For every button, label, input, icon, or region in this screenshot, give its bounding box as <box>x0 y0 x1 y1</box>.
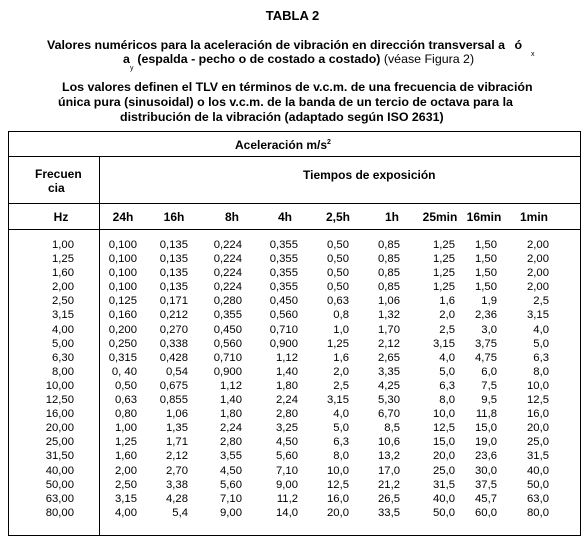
table-cell: 5,0 <box>439 365 455 378</box>
table-cell: 0,200 <box>108 323 137 336</box>
table-cell: 4,25 <box>378 379 400 392</box>
table-cell: 0,8 <box>333 309 349 322</box>
table-cell: 21,2 <box>378 478 400 491</box>
table-cell: 0,224 <box>213 281 242 294</box>
table-cell: 4,0 <box>439 351 455 364</box>
table-cell: 16,0 <box>527 408 549 421</box>
table-cell: 4,28 <box>166 492 188 505</box>
table-cell: 3,15 <box>115 492 137 505</box>
table-cell: 4,50 <box>276 436 298 449</box>
table-cell: 0,212 <box>159 309 188 322</box>
table-cell: 0,135 <box>159 253 188 266</box>
table-cell: 10,0 <box>433 408 455 421</box>
column-header-4h: 4h <box>277 210 292 224</box>
table-cell: 10,0 <box>527 379 549 392</box>
table-cell: 6,0 <box>481 365 497 378</box>
table-cell: 20,0 <box>527 422 549 435</box>
table-cell: 15,0 <box>433 436 455 449</box>
table-cell: 2,00 <box>527 239 549 251</box>
column-values-16min <box>437 238 497 520</box>
table-cell: 19,0 <box>475 436 497 449</box>
table-cell: 3,15 <box>327 394 349 407</box>
table-cell: 2,24 <box>276 394 298 407</box>
table-divider <box>9 156 580 157</box>
table-cell: 0,315 <box>108 351 137 364</box>
frequency-header-line-1: Frecuen <box>35 167 82 181</box>
table-cell: 1,25 <box>433 267 455 280</box>
table-cell: 31,5 <box>527 450 549 463</box>
table-cell: 0,355 <box>269 253 298 266</box>
subtitle-line-1-tail: ó <box>514 38 523 52</box>
column-values-8h <box>182 238 242 520</box>
table-cell: 2,65 <box>378 351 400 364</box>
table-cell: 40,0 <box>433 492 455 505</box>
table-cell: 25,00 <box>45 436 74 449</box>
table-cell: 3,55 <box>220 450 242 463</box>
table-cell: 0,50 <box>327 253 349 266</box>
table-cell: 26,5 <box>378 492 400 505</box>
table-cell: 0,100 <box>108 253 137 266</box>
table-cell: 16,0 <box>327 492 349 505</box>
table-cell: 1,80 <box>220 408 242 421</box>
table-cell: 0,50 <box>327 267 349 280</box>
column-header-24h: 24h <box>112 210 134 224</box>
table-cell: 1,71 <box>166 436 188 449</box>
table-cell: 63,0 <box>527 492 549 505</box>
table-cell: 0,270 <box>159 323 188 336</box>
table-cell: 9,00 <box>276 478 298 491</box>
description-line-3: distribución de la vibración (adaptado según ISO 2631) <box>120 110 444 124</box>
table-cell: 0,85 <box>378 239 400 251</box>
table-cell: 0,171 <box>159 295 188 308</box>
table-cell: 12,5 <box>327 478 349 491</box>
table-cell: 1,32 <box>378 309 400 322</box>
table-divider <box>9 203 580 204</box>
table-cell: 5,30 <box>378 394 400 407</box>
frequency-header-line-2: cia <box>48 181 65 195</box>
table-cell: 80,0 <box>527 506 549 519</box>
table-cell: 7,5 <box>481 379 497 392</box>
table-cell: 0,100 <box>108 281 137 294</box>
acceleration-header-text: Aceleración m/s <box>235 138 328 152</box>
table-cell: 3,75 <box>475 337 497 350</box>
table-cell: 31,5 <box>433 478 455 491</box>
table-cell: 1,40 <box>276 365 298 378</box>
table-cell: 2,70 <box>166 464 188 477</box>
table-cell: 6,30 <box>52 351 74 364</box>
table-cell: 2,12 <box>378 337 400 350</box>
table-cell: 0,355 <box>269 239 298 251</box>
table-cell: 3,0 <box>481 323 497 336</box>
table-cell: 40,0 <box>527 464 549 477</box>
table-cell: 4,00 <box>52 323 74 336</box>
table-cell: 0,85 <box>378 281 400 294</box>
table-cell: 0,560 <box>213 337 242 350</box>
table-cell: 1,12 <box>220 379 242 392</box>
table-cell: 1,80 <box>276 379 298 392</box>
table-cell: 0,135 <box>159 267 188 280</box>
table-cell: 2,50 <box>115 478 137 491</box>
column-header-2-5h: 2,5h <box>325 210 350 224</box>
table-cell: 1,60 <box>52 267 74 280</box>
table-cell: 5,00 <box>52 337 74 350</box>
table-cell: 23,6 <box>475 450 497 463</box>
table-cell: 1,12 <box>276 351 298 364</box>
table-cell: 1,06 <box>166 408 188 421</box>
table-cell: 1,6 <box>439 295 455 308</box>
table-cell: 3,15 <box>433 337 455 350</box>
table-cell: 2,36 <box>475 309 497 322</box>
table-cell: 2,00 <box>115 464 137 477</box>
table-cell: 1,50 <box>475 239 497 251</box>
column-header-25min: 25min <box>422 210 458 224</box>
column-header-hz: Hz <box>53 210 69 224</box>
table-cell: 2,00 <box>527 281 549 294</box>
table-cell: 0,100 <box>108 239 137 251</box>
table-cell: 0,560 <box>269 309 298 322</box>
column-header-16h: 16h <box>163 210 185 224</box>
table-cell: 9,5 <box>481 394 497 407</box>
column-values-1h <box>340 238 400 520</box>
table-cell: 80,00 <box>45 506 74 519</box>
table-cell: 1,25 <box>433 281 455 294</box>
table-cell: 63,00 <box>45 492 74 505</box>
table-cell: 3,15 <box>527 309 549 322</box>
table-cell: 8,0 <box>333 450 349 463</box>
table-cell: 20,0 <box>433 450 455 463</box>
table-cell: 6,3 <box>439 379 455 392</box>
table-cell: 0,224 <box>213 239 242 251</box>
table-cell: 0,675 <box>159 379 188 392</box>
table-cell: 50,0 <box>433 506 455 519</box>
table-cell: 1,50 <box>475 281 497 294</box>
table-cell: 1,40 <box>220 394 242 407</box>
column-values-1min <box>489 238 549 520</box>
table-cell: 6,70 <box>378 408 400 421</box>
acceleration-unit-exponent: 2 <box>327 139 331 146</box>
table-cell: 4,50 <box>220 464 242 477</box>
table-cell: 2,00 <box>527 253 549 266</box>
table-cell: 0,100 <box>108 267 137 280</box>
table-cell: 0,135 <box>159 239 188 251</box>
table-cell: 1,0 <box>333 323 349 336</box>
table-cell: 45,7 <box>475 492 497 505</box>
table-cell: 4,75 <box>475 351 497 364</box>
table-cell: 14,0 <box>276 506 298 519</box>
table-cell: 4,0 <box>533 323 549 336</box>
description-line-2: única pura (sinusoidal) o los v.c.m. de la banda de un tercio de octava para la <box>58 95 513 109</box>
table-cell: 12,50 <box>45 394 74 407</box>
table-cell: 1,25 <box>433 253 455 266</box>
table-cell: 0,125 <box>108 295 137 308</box>
table-cell: 0,450 <box>269 295 298 308</box>
table-cell: 1,50 <box>475 253 497 266</box>
table-cell: 4,00 <box>115 506 137 519</box>
table-cell: 10,00 <box>45 379 74 392</box>
subtitle-line-1 <box>47 38 522 52</box>
table-cell: 0,135 <box>159 281 188 294</box>
table-cell: 5,60 <box>220 478 242 491</box>
table-divider <box>9 229 580 230</box>
table-cell: 30,0 <box>475 464 497 477</box>
table-cell: 5,0 <box>533 337 549 350</box>
column-header-1min: 1min <box>519 210 548 224</box>
table-cell: 12,5 <box>527 394 549 407</box>
table-cell: 0,280 <box>213 295 242 308</box>
table-cell: 17,0 <box>378 464 400 477</box>
table-cell: 0,224 <box>213 253 242 266</box>
table-cell: 3,25 <box>276 422 298 435</box>
table-cell: 2,50 <box>52 295 74 308</box>
table-cell: 60,0 <box>475 506 497 519</box>
subtitle-line-2 <box>123 52 474 66</box>
table-cell: 0,428 <box>159 351 188 364</box>
table-cell: 5,4 <box>172 506 188 519</box>
subtitle-subscript-y: y <box>130 65 134 72</box>
table-cell: 0,50 <box>327 281 349 294</box>
table-cell: 1,60 <box>115 450 137 463</box>
table-cell: 1,25 <box>52 253 74 266</box>
column-header-16min: 16min <box>466 210 502 224</box>
column-values-hz <box>14 238 74 520</box>
table-cell: 2,00 <box>527 267 549 280</box>
table-cell: 25,0 <box>433 464 455 477</box>
column-values-16h <box>128 238 188 520</box>
vibration-table <box>8 131 581 536</box>
column-header-1h: 1h <box>384 210 399 224</box>
table-cell: 8,0 <box>439 394 455 407</box>
table-cell: 0,54 <box>166 365 188 378</box>
table-cell: 0,160 <box>108 309 137 322</box>
table-cell: 0,900 <box>269 337 298 350</box>
table-cell: 33,5 <box>378 506 400 519</box>
table-title: TABLA 2 <box>265 8 320 23</box>
table-cell: 0,855 <box>159 394 188 407</box>
table-cell: 20,00 <box>45 422 74 435</box>
table-cell: 7,10 <box>276 464 298 477</box>
table-cell: 20,0 <box>327 506 349 519</box>
table-cell: 1,25 <box>327 337 349 350</box>
table-cell: 0,63 <box>115 394 137 407</box>
table-cell: 0,710 <box>213 351 242 364</box>
table-cell: 0,710 <box>269 323 298 336</box>
table-cell: 16,00 <box>45 408 74 421</box>
table-cell: 0,355 <box>213 309 242 322</box>
subtitle-figure-reference: (véase Figura 2) <box>383 52 475 66</box>
table-cell: 0,50 <box>327 239 349 251</box>
table-cell: 2,80 <box>220 436 242 449</box>
table-cell: 1,70 <box>378 323 400 336</box>
acceleration-header <box>235 138 331 152</box>
table-cell: 13,2 <box>378 450 400 463</box>
table-cell: 31,50 <box>45 450 74 463</box>
table-cell: 7,10 <box>220 492 242 505</box>
table-cell: 2,12 <box>166 450 188 463</box>
table-cell: 9,00 <box>220 506 242 519</box>
subtitle-direction-text: (espalda - pecho o de costado a costado) <box>137 52 381 66</box>
table-cell: 1,25 <box>433 239 455 251</box>
table-cell: 0, 40 <box>111 365 137 378</box>
table-cell: 1,00 <box>115 422 137 435</box>
table-cell: 12,5 <box>433 422 455 435</box>
table-cell: 0,63 <box>327 295 349 308</box>
table-cell: 0,250 <box>108 337 137 350</box>
table-cell: 0,85 <box>378 253 400 266</box>
table-cell: 2,5 <box>533 295 549 308</box>
table-cell: 25,0 <box>527 436 549 449</box>
table-cell: 2,5 <box>439 323 455 336</box>
table-cell: 5,60 <box>276 450 298 463</box>
table-cell: 11,2 <box>276 492 298 505</box>
table-cell: 0,355 <box>269 267 298 280</box>
description-line-1: Los valores definen el TLV en términos de v.c.m. de una frecuencia de vibración <box>62 80 533 94</box>
table-cell: 2,24 <box>220 422 242 435</box>
table-cell: 50,0 <box>527 478 549 491</box>
table-cell: 0,50 <box>115 379 137 392</box>
table-cell: 8,00 <box>52 365 74 378</box>
table-cell: 2,5 <box>333 379 349 392</box>
table-cell: 1,00 <box>52 239 74 251</box>
exposure-times-header: Tiempos de exposición <box>303 168 436 182</box>
column-header-8h: 8h <box>224 210 239 224</box>
table-cell: 4,0 <box>333 408 349 421</box>
table-cell: 0,900 <box>213 365 242 378</box>
table-cell: 1,06 <box>378 295 400 308</box>
table-cell: 0,80 <box>115 408 137 421</box>
table-cell: 1,50 <box>475 267 497 280</box>
table-cell: 50,00 <box>45 478 74 491</box>
table-cell: 15,0 <box>475 422 497 435</box>
table-cell: 11,8 <box>475 408 497 421</box>
table-cell: 2,0 <box>439 309 455 322</box>
table-cell: 3,15 <box>52 309 74 322</box>
table-cell: 10,0 <box>327 464 349 477</box>
table-cell: 37,5 <box>475 478 497 491</box>
table-cell: 10,6 <box>378 436 400 449</box>
table-cell: 8,0 <box>533 365 549 378</box>
subtitle-subscript-x: x <box>531 51 535 58</box>
table-cell: 5,0 <box>333 422 349 435</box>
table-cell: 0,224 <box>213 267 242 280</box>
table-cell: 6,3 <box>533 351 549 364</box>
table-cell: 2,0 <box>333 365 349 378</box>
table-cell: 0,85 <box>378 267 400 280</box>
table-cell: 0,355 <box>269 281 298 294</box>
table-cell: 2,80 <box>276 408 298 421</box>
subtitle-a-symbol: a <box>123 52 130 66</box>
table-cell: 1,35 <box>166 422 188 435</box>
table-cell: 40,00 <box>45 464 74 477</box>
table-cell: 0,450 <box>213 323 242 336</box>
table-cell: 8,5 <box>384 422 400 435</box>
table-cell: 3,38 <box>166 478 188 491</box>
table-cell: 2,00 <box>52 281 74 294</box>
table-cell: 3,35 <box>378 365 400 378</box>
table-cell: 1,9 <box>481 295 497 308</box>
table-cell: 1,6 <box>333 351 349 364</box>
table-cell: 0,338 <box>159 337 188 350</box>
table-cell: 1,25 <box>115 436 137 449</box>
subtitle-line-1-text: Valores numéricos para la aceleración de vibración en dirección transversal a <box>47 38 505 52</box>
table-cell: 6,3 <box>333 436 349 449</box>
